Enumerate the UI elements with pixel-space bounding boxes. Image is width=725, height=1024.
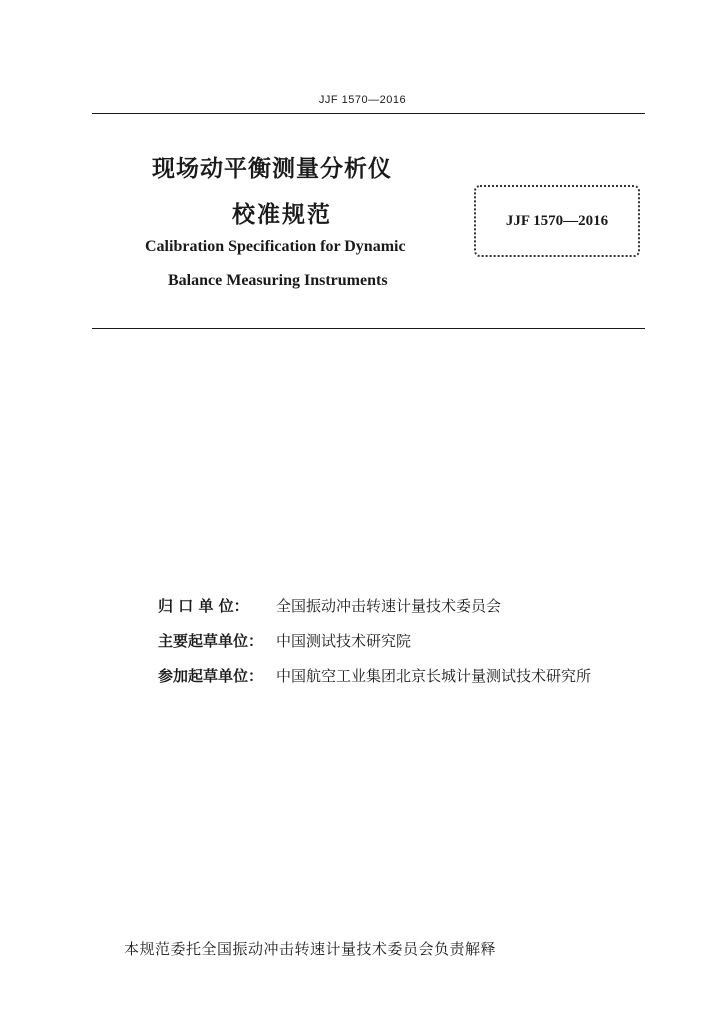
org-value-participating-drafter: 中国航空工业集团北京长城计量测试技术研究所 <box>276 667 592 685</box>
top-divider <box>92 113 645 114</box>
title-english-line-1: Calibration Specification for Dynamic <box>145 238 406 255</box>
bottom-divider <box>92 328 645 329</box>
org-label-main-drafter: 主要起草单位： <box>158 632 264 650</box>
standard-code-box-text: JJF 1570—2016 <box>505 212 609 229</box>
org-value-main-drafter: 中国测试技术研究院 <box>276 632 412 650</box>
org-value-responsible: 全国振动冲击转速计量技术委员会 <box>276 597 502 615</box>
org-row-main-drafter <box>158 630 411 651</box>
standard-code-box <box>474 185 640 257</box>
interpretation-note: 本规范委托全国振动冲击转速计量技术委员会负责解释 <box>124 940 497 958</box>
org-row-participating-drafter <box>158 665 591 686</box>
title-english-line-2: Balance Measuring Instruments <box>168 272 388 289</box>
org-row-responsible <box>158 595 501 616</box>
org-label-responsible: 归 口 单 位： <box>158 597 249 615</box>
title-chinese-line-1: 现场动平衡测量分析仪 <box>152 156 392 182</box>
title-chinese-line-2: 校准规范 <box>232 202 332 228</box>
header-standard-code: JJF 1570—2016 <box>318 94 407 106</box>
org-label-participating-drafter: 参加起草单位： <box>158 667 264 685</box>
